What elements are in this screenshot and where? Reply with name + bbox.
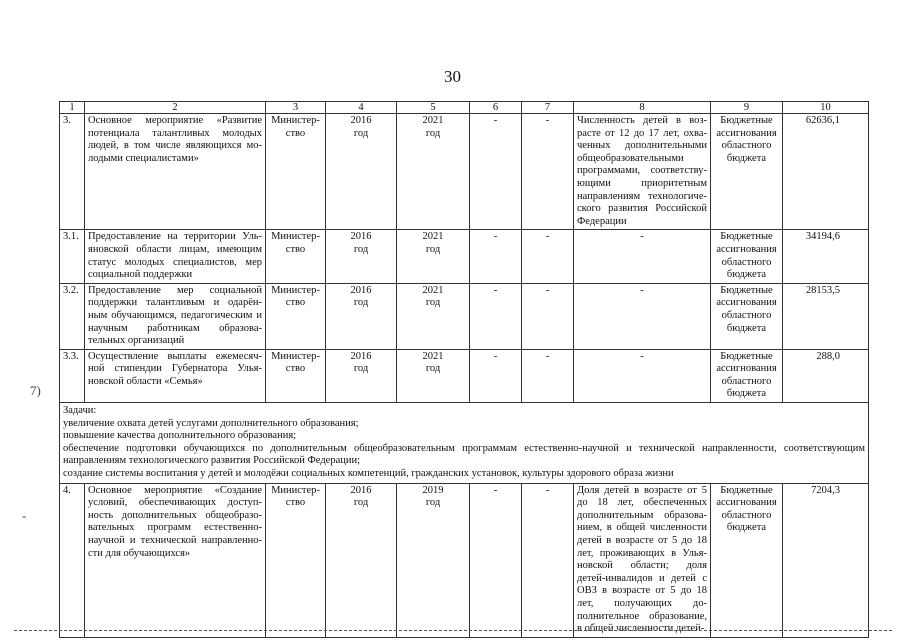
row-number: 3.	[60, 114, 85, 230]
column-6-value: -	[470, 114, 522, 230]
funding-amount: 288,0	[783, 349, 869, 402]
target-indicator: -	[574, 349, 711, 402]
column-header: 10	[783, 102, 869, 114]
task-line: повышение качества дополнительного образования;	[63, 430, 297, 442]
column-7-value: -	[522, 483, 574, 637]
activity-name: Предоставление мер социальной поддержки талантливым и одарён-ным обучающимся, педагогическим и научным работникам образова-тельных организаций	[85, 283, 266, 349]
column-header: 9	[711, 102, 783, 114]
funding-source: Бюджетные ассигнования областного бюджета	[711, 114, 783, 230]
start-year: 2016 год	[326, 483, 397, 637]
start-year: 2016 год	[326, 349, 397, 402]
task-line: увеличение охвата детей услугами дополнительного образования;	[63, 417, 359, 429]
funding-amount: 7204,3	[783, 483, 869, 637]
column-header: 6	[470, 102, 522, 114]
activity-name: Предоставление на территории Уль-яновской области лицам, имеющим статус молодых специалистов, мер социальной поддержки	[85, 230, 266, 283]
tasks-row	[60, 403, 869, 484]
row-number: 3.3.	[60, 349, 85, 402]
target-indicator: -	[574, 230, 711, 283]
executor: Министер- ство	[266, 114, 326, 230]
activity-name: Осуществление выплаты ежемесяч-ной стипендии Губернатора Улья-новской области «Семья»	[85, 349, 266, 402]
table-row	[60, 283, 869, 349]
column-7-value: -	[522, 114, 574, 230]
column-6-value: -	[470, 230, 522, 283]
end-year: 2021 год	[397, 283, 470, 349]
target-indicator: Доля детей в возрасте от 5 до 18 лет, обеспеченных дополнительным образова-нием, в общей численности детей в возрасте от 5 до 18 лет, проживающих в Улья-новской области; доля детей-инвалидов и детей с ОВЗ в возрасте от 5 до 18 лет, получающих до-полнительное образование, в общей численности детей-	[574, 483, 711, 637]
task-line: направлениям технологического развития Российской Федерации;	[63, 455, 361, 467]
start-year: 2016 год	[326, 230, 397, 283]
column-header: 5	[397, 102, 470, 114]
task-line: обеспечение подготовки обучающихся по дополнительным общеобразовательным программам естественно-научной и технической направленности, соответствующим	[63, 442, 865, 454]
column-7-value: -	[522, 349, 574, 402]
executor: Министер- ство	[266, 283, 326, 349]
table-row	[60, 483, 869, 637]
activity-name: Основное мероприятие «Создание условий, обеспечивающих доступ-ность дополнительных общеобразо-вательных программ естественно-научной и технической направленно-сти для обучающихся»	[85, 483, 266, 637]
executor: Министер- ство	[266, 349, 326, 402]
page-bottom-rule	[14, 630, 892, 631]
funding-amount: 34194,6	[783, 230, 869, 283]
table-row	[60, 349, 869, 402]
end-year: 2021 год	[397, 114, 470, 230]
row-number: 3.2.	[60, 283, 85, 349]
page-number: 30	[444, 67, 461, 86]
start-year: 2016 год	[326, 283, 397, 349]
table-row	[60, 230, 869, 283]
column-7-value: -	[522, 283, 574, 349]
column-6-value: -	[470, 349, 522, 402]
funding-amount: 28153,5	[783, 283, 869, 349]
executor: Министер- ство	[266, 483, 326, 637]
program-activities-table	[59, 101, 869, 638]
column-header: 4	[326, 102, 397, 114]
end-year: 2021 год	[397, 230, 470, 283]
tasks-block	[60, 403, 869, 484]
funding-source: Бюджетные ассигнования областного бюджета	[711, 283, 783, 349]
column-6-value: -	[470, 483, 522, 637]
margin-stroke-mark: -	[22, 508, 27, 523]
row-number: 4.	[60, 483, 85, 637]
funding-source: Бюджетные ассигнования областного бюджета	[711, 230, 783, 283]
column-header: 1	[60, 102, 85, 114]
column-number-row	[60, 102, 869, 114]
table-row	[60, 114, 869, 230]
column-header: 8	[574, 102, 711, 114]
task-line: создание системы воспитания у детей и молодёжи социальных компетенций, гражданских установок, культуры здорового образа жизни	[63, 468, 674, 480]
row-number: 3.1.	[60, 230, 85, 283]
executor: Министер- ство	[266, 230, 326, 283]
funding-amount: 62636,1	[783, 114, 869, 230]
activity-name: Основное мероприятие «Развитие потенциала талантливых молодых людей, в том числе являющихся мо-лодыми специалистами»	[85, 114, 266, 230]
margin-handwritten-mark: 7)	[30, 383, 41, 398]
column-header: 7	[522, 102, 574, 114]
funding-source: Бюджетные ассигнования областного бюджета	[711, 349, 783, 402]
column-header: 2	[85, 102, 266, 114]
end-year: 2019 год	[397, 483, 470, 637]
end-year: 2021 год	[397, 349, 470, 402]
start-year: 2016 год	[326, 114, 397, 230]
funding-source: Бюджетные ассигнования областного бюджета	[711, 483, 783, 637]
column-7-value: -	[522, 230, 574, 283]
target-indicator: -	[574, 283, 711, 349]
column-header: 3	[266, 102, 326, 114]
column-6-value: -	[470, 283, 522, 349]
target-indicator: Численность детей в воз-расте от 12 до 17 лет, охва-ченных дополнительными общеобразовательными программами, соответству-ющими приоритетным направлениям технологиче-ского развития Российской Федерации	[574, 114, 711, 230]
tasks-title: Задачи:	[63, 405, 97, 417]
